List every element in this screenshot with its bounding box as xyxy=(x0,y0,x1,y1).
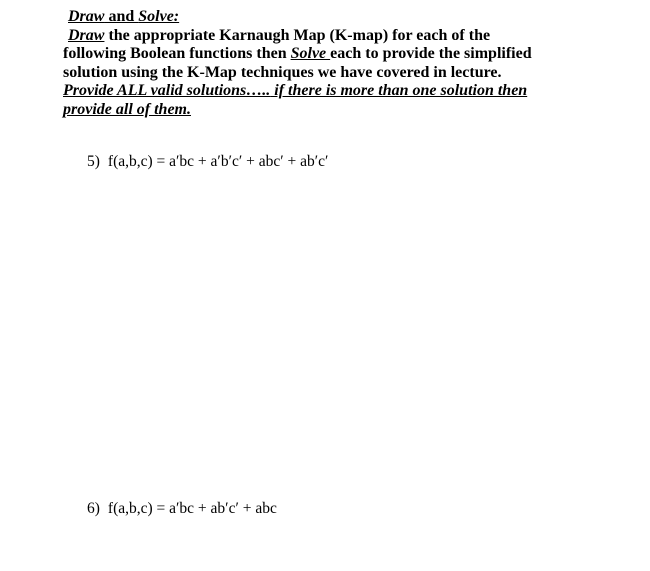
line2-draw: Draw xyxy=(68,26,105,44)
heading-draw: Draw xyxy=(68,8,105,25)
instructions-line-5 xyxy=(63,82,623,101)
heading-and: and xyxy=(104,8,139,25)
line2-rest: the appropriate Karnaugh Map (K-map) for each of the xyxy=(104,26,491,44)
line3-pre: following Boolean functions then xyxy=(63,45,291,62)
instructions-heading xyxy=(63,8,623,27)
line5-rest: if there is more than one solution then xyxy=(270,82,528,99)
problem-5 xyxy=(87,153,328,171)
instructions-block xyxy=(63,8,623,119)
line5-provide: Provide ALL valid solutions….. xyxy=(63,82,271,99)
instructions-line-6: provide all of them. xyxy=(63,100,191,118)
problem-6 xyxy=(87,500,277,518)
heading-solve: Solve: xyxy=(138,8,180,25)
instructions-line-2 xyxy=(63,27,623,46)
problem-6-expression: f(a,b,c) = a′bc + ab′c′ + abc xyxy=(107,500,277,517)
problem-5-number: 5) xyxy=(87,153,100,170)
instructions-line-4: solution using the K-Map techniques we have covered in lecture. xyxy=(63,63,502,81)
instructions-line-3 xyxy=(63,45,623,64)
line3-solve: Solve xyxy=(290,45,331,62)
problem-6-number: 6) xyxy=(87,500,100,517)
problem-5-expression: f(a,b,c) = a′bc + a′b′c′ + abc′ + ab′c′ xyxy=(107,153,329,170)
line3-post: each to provide the simplified xyxy=(330,45,532,62)
